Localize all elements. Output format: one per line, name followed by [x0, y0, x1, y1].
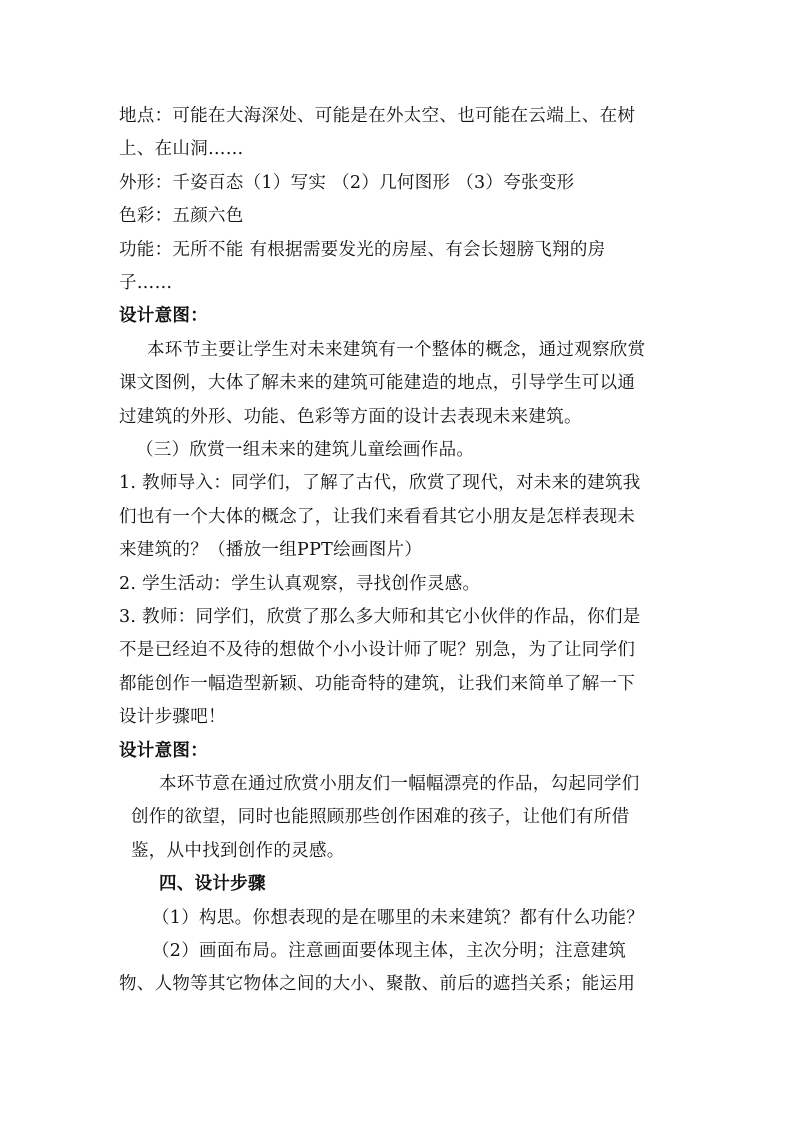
- step-1: （1）构思。你想表现的是在哪里的未来建筑？都有什么功能？: [152, 908, 645, 928]
- section-heading-design-intent-2: 设计意图：: [119, 741, 208, 761]
- paragraph-line-intent2-2: 创作的欲望，同时也能照顾那些创作困难的孩子，让他们有所借: [131, 807, 630, 827]
- paragraph-line-location: 地点：可能在大海深处、可能是在外太空、也可能在云端上、在树: [119, 106, 636, 126]
- list-item-3-line-3: 都能创作一幅造型新颖、功能奇特的建筑，让我们来简单了解一下: [119, 674, 636, 694]
- paragraph-line-intent-3: 过建筑的外形、功能、色彩等方面的设计去表现未来建筑。: [119, 407, 582, 427]
- list-item-2: 2. 学生活动：学生认真观察，寻找创作灵感。: [119, 574, 481, 594]
- paragraph-line-shape: 外形：千姿百态（1）写实 （2）几何图形 （3）夸张变形: [119, 173, 575, 193]
- list-item-1-line-1: 1. 教师导入：同学们，了解了古代，欣赏了现代，对未来的建筑我: [119, 473, 641, 493]
- paragraph-line-function: 功能：无所不能 有根据需要发光的房屋、有会长翅膀飞翔的房: [119, 240, 606, 260]
- paragraph-line-intent2-1: 本环节意在通过欣赏小朋友们一幅幅漂亮的作品，勾起同学们: [159, 774, 640, 794]
- step-2-line-1: （2）画面布局。注意画面要体现主体，主次分明；注意建筑: [152, 941, 627, 961]
- paragraph-line-intent-2: 课文图例，大体了解未来的建筑可能建造的地点，引导学生可以通: [119, 373, 636, 393]
- section-heading-design-steps: 四、设计步骤: [159, 874, 266, 894]
- list-item-1-line-3: 来建筑的？（播放一组PPT绘画图片）: [119, 540, 423, 560]
- subsection-heading-appreciate: （三）欣赏一组未来的建筑儿童绘画作品。: [136, 440, 475, 460]
- list-item-3-line-4: 设计步骤吧！: [119, 707, 226, 727]
- step-2-line-2: 物、人物等其它物体之间的大小、聚散、前后的遮挡关系；能运用: [119, 974, 636, 994]
- paragraph-line-intent-1: 本环节主要让学生对未来建筑有一个整体的概念，通过观察欣赏: [147, 340, 646, 360]
- section-heading-design-intent: 设计意图：: [119, 306, 208, 326]
- paragraph-line-function-cont: 子……: [119, 273, 173, 293]
- paragraph-line-color: 色彩：五颜六色: [119, 206, 244, 226]
- paragraph-line-intent2-3: 鉴，从中找到创作的灵感。: [131, 841, 345, 861]
- list-item-3-line-1: 3. 教师：同学们，欣赏了那么多大师和其它小伙伴的作品，你们是: [119, 607, 641, 627]
- list-item-3-line-2: 不是已经迫不及待的想做个小小设计师了呢？别急，为了让同学们: [119, 640, 636, 660]
- list-item-1-line-2: 们也有一个大体的概念了，让我们来看看其它小朋友是怎样表现未: [119, 507, 636, 527]
- paragraph-line-location-cont: 上、在山洞……: [119, 139, 244, 159]
